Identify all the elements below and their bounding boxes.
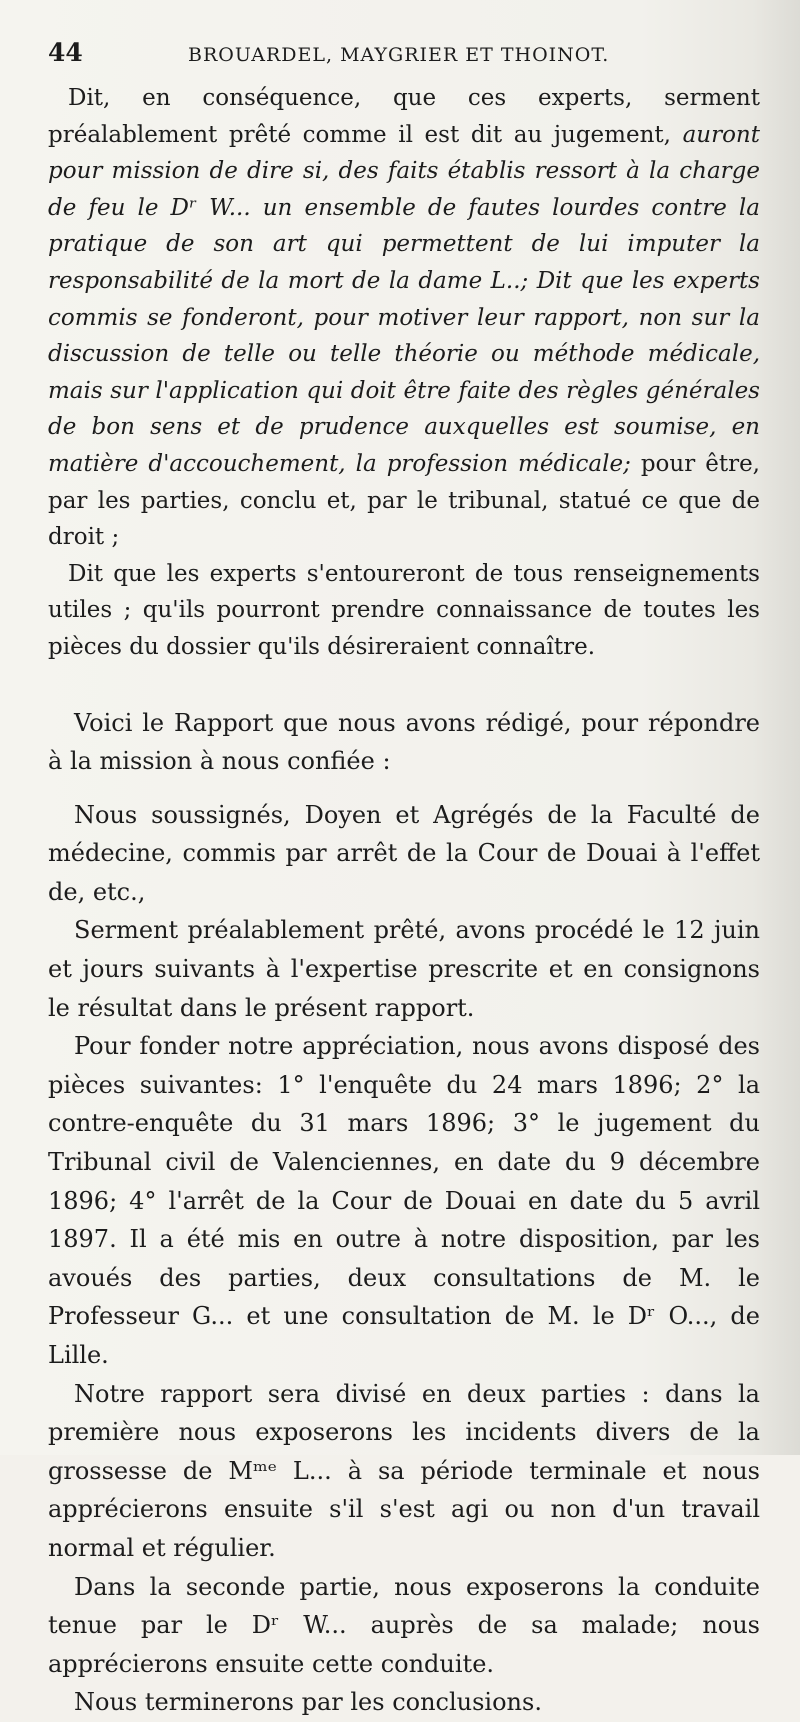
text-run: Dit, en conséquence, que ces experts, serment préalablement prêté comme il est dit au jugement, xyxy=(48,85,760,148)
paragraph: Nous terminerons par les conclusions. xyxy=(74,1688,542,1717)
running-head: BROUARDEL, MAYGRIER ET THOINOT. xyxy=(188,44,610,66)
italic-text-run: auront pour mission de dire si, des faits établis ressort à la charge de feu le Dʳ W... un ensemble de fautes lourdes contre la pratique de son art qui permettent de lui imputer la responsabilité de la mort de la dame L..; Dit que les experts commis se fonderont, pour motiver leur rapport, non sur la discussion de telle ou telle théorie ou méthode médicale, mais sur l'application qui doit être faite des règles générales de bon sens et de prudence auxquelles est soumise, en matière d'accouchement, la profession médicale; xyxy=(48,121,760,477)
paragraph: Dans la seconde partie, nous exposerons la conduite tenue par le Dʳ W... auprès de sa malade; nous apprécierons ensuite cette conduite. xyxy=(48,1572,760,1678)
report-intro xyxy=(48,704,760,781)
report-body xyxy=(48,796,760,1722)
paragraph: Nous soussignés, Doyen et Agrégés de la Faculté de médecine, commis par arrêt de la Cour de Douai à l'effet de, etc., xyxy=(48,800,760,906)
page-number: 44 xyxy=(48,38,83,67)
judgment-excerpt xyxy=(48,80,760,666)
text-run: pour être, par les parties, conclu et, par le tribunal, statué ce que de droit ; xyxy=(48,450,760,551)
paragraph: Notre rapport sera divisé en deux parties : dans la première nous exposerons les incidents divers de la grossesse de Mᵐᵉ L... à sa période terminale et nous apprécierons ensuite s'il s'est agi ou non d'un travail normal et régulier. xyxy=(48,1379,760,1562)
page-header xyxy=(48,38,760,72)
paragraph: Dit que les experts s'entoureront de tous renseignements utiles ; qu'ils pourront prendre connaissance de toutes les pièces du dossier qu'ils désireraient connaître. xyxy=(48,560,760,660)
paragraph: Pour fonder notre appréciation, nous avons disposé des pièces suivantes: 1° l'enquête du 24 mars 1896; 2° la contre-enquête du 31 mars 1896; 3° le jugement du Tribunal civil de Valenciennes, en date du 9 décembre 1896; 4° l'arrêt de la Cour de Douai en date du 5 avril 1897. Il a été mis en outre à notre disposition, par les avoués des parties, deux consultations de M. le Professeur G... et une consultation de M. le Dʳ O..., de Lille. xyxy=(48,1032,760,1369)
paragraph: Voici le Rapport que nous avons rédigé, pour répondre à la mission à nous confiée : xyxy=(48,708,760,776)
paragraph: Serment préalablement prêté, avons procédé le 12 juin et jours suivants à l'expertise prescrite et en consignons le résultat dans le présent rapport. xyxy=(48,916,760,1022)
paragraph xyxy=(48,80,760,556)
